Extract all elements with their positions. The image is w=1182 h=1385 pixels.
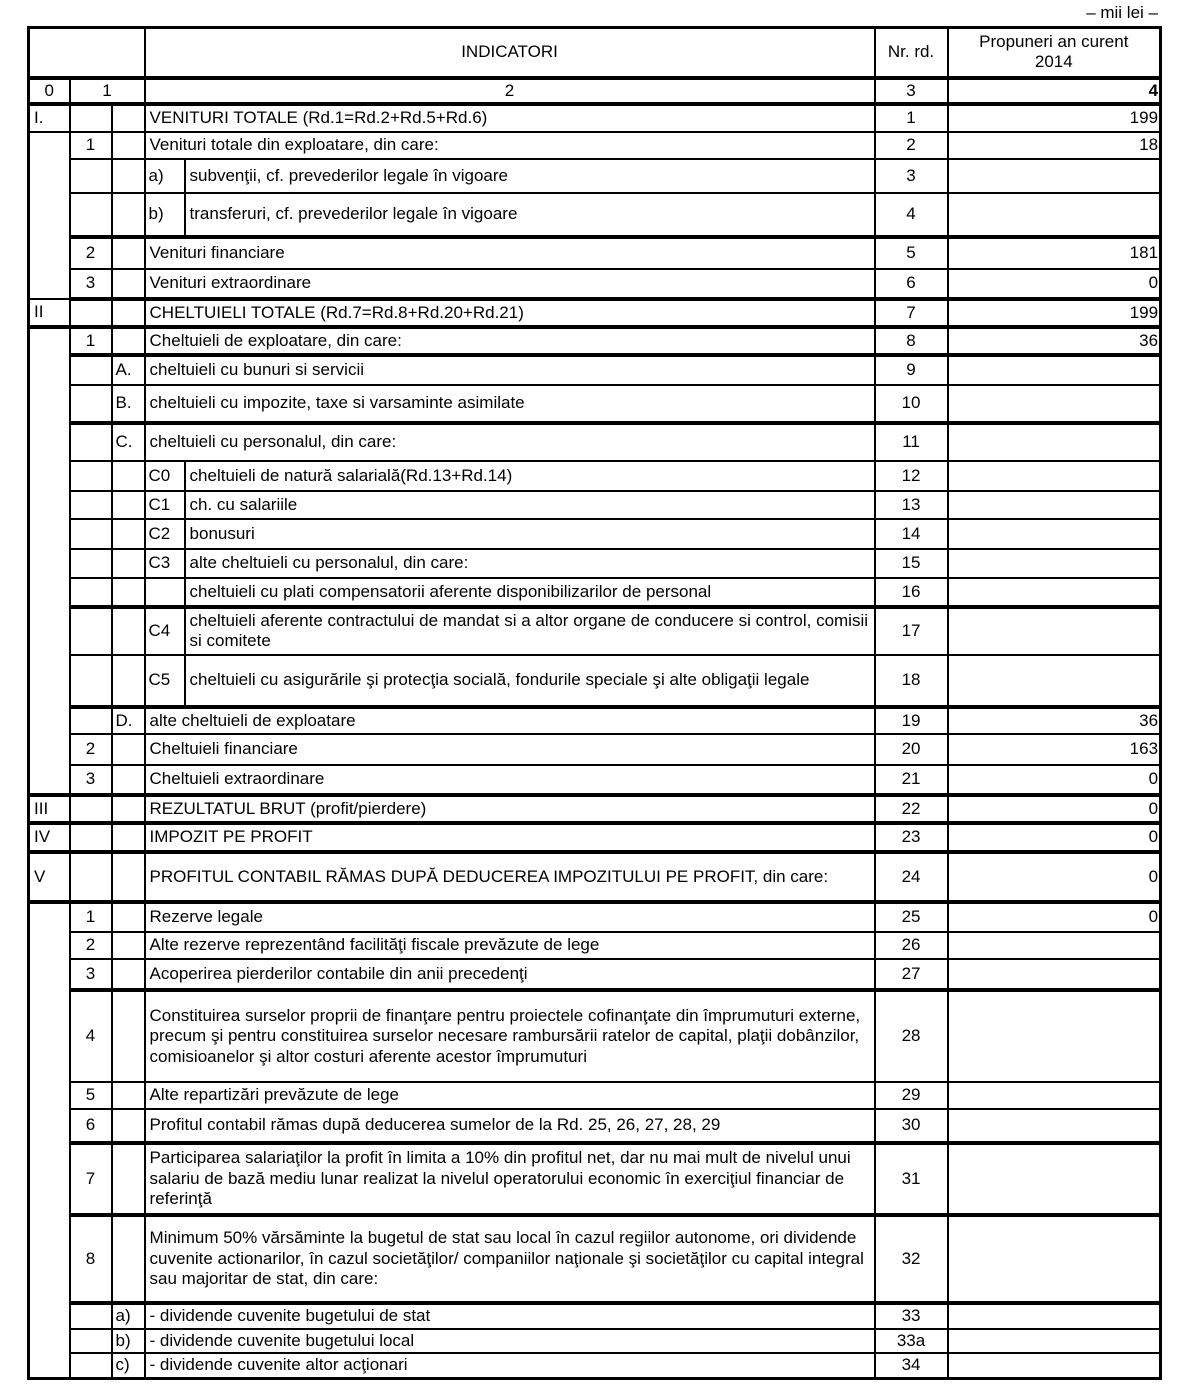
cell-row-number: 24: [875, 852, 948, 902]
cell-sub-label: [145, 578, 185, 607]
cell-row-number: 7: [875, 299, 948, 327]
table-row: [29, 1082, 1161, 1109]
table-row: [29, 193, 1161, 237]
numbering-col-2: 2: [145, 78, 875, 104]
table-row: [29, 1109, 1161, 1143]
cell-indicator-text: subvenţii, cf. prevederilor legale în vigoare: [185, 159, 875, 193]
cell-indicator-text: - dividende cuvenite bugetului de stat: [145, 1303, 875, 1329]
cell-number: [70, 578, 112, 607]
cell-row-number: 17: [875, 607, 948, 655]
cell-number: 2: [70, 734, 112, 765]
cell-letter: [112, 607, 145, 655]
table-row: [29, 237, 1161, 269]
cell-row-number: 26: [875, 932, 948, 959]
cell-letter: c): [112, 1353, 145, 1378]
cell-value: [948, 655, 1161, 707]
cell-letter: [112, 823, 145, 852]
cell-letter: [112, 299, 145, 327]
cell-row-number: 13: [875, 491, 948, 519]
budget-table-body: [29, 104, 1161, 1378]
cell-value: [948, 385, 1161, 423]
proposals-header-line2: 2014: [1034, 52, 1073, 72]
cell-number: [70, 707, 112, 734]
cell-letter: [112, 655, 145, 707]
cell-value: [948, 519, 1161, 549]
cell-number: [70, 423, 112, 461]
table-row: [29, 1143, 1161, 1215]
cell-letter: [112, 193, 145, 237]
cell-sub-label: a): [145, 159, 185, 193]
cell-indicator-text: ch. cu salariile: [185, 491, 875, 519]
table-row: [29, 707, 1161, 734]
table-row: [29, 1303, 1161, 1329]
cell-indicator-text: Cheltuieli extraordinare: [145, 765, 875, 795]
cell-value: 181: [948, 237, 1161, 269]
cell-sub-label: C2: [145, 519, 185, 549]
cell-letter: [112, 104, 145, 132]
cell-number: [70, 795, 112, 823]
cell-number: [70, 549, 112, 578]
cell-roman: [29, 327, 70, 795]
table-row: [29, 990, 1161, 1082]
cell-letter: [112, 237, 145, 269]
cell-indicator-text: Acoperirea pierderilor contabile din anii precedenţi: [145, 959, 875, 990]
corner-cell: [29, 28, 145, 78]
cell-value: [948, 491, 1161, 519]
cell-value: 0: [948, 852, 1161, 902]
table-row: [29, 902, 1161, 932]
cell-number: [70, 519, 112, 549]
cell-letter: [112, 902, 145, 932]
cell-value: [948, 461, 1161, 491]
cell-value: 0: [948, 765, 1161, 795]
cell-row-number: 25: [875, 902, 948, 932]
cell-sub-label: b): [145, 193, 185, 237]
indicators-header: INDICATORI: [145, 28, 875, 78]
table-row: [29, 1329, 1161, 1353]
cell-number: [70, 159, 112, 193]
cell-indicator-text: Alte repartizări prevăzute de lege: [145, 1082, 875, 1109]
cell-row-number: 11: [875, 423, 948, 461]
cell-indicator-text: Venituri financiare: [145, 237, 875, 269]
cell-row-number: 1: [875, 104, 948, 132]
cell-row-number: 20: [875, 734, 948, 765]
cell-value: [948, 1215, 1161, 1303]
numbering-col-1: 1: [70, 78, 145, 104]
numbering-col-3: 3: [875, 78, 948, 104]
cell-indicator-text: cheltuieli cu asigurările şi protecţia socială, fondurile speciale şi alte obligaţii legale: [185, 655, 875, 707]
cell-roman: III: [29, 795, 70, 823]
cell-number: 2: [70, 237, 112, 269]
cell-row-number: 15: [875, 549, 948, 578]
cell-value: [948, 1143, 1161, 1215]
cell-letter: [112, 1215, 145, 1303]
unit-note: – mii lei –: [1086, 3, 1158, 22]
table-row: [29, 932, 1161, 959]
cell-row-number: 10: [875, 385, 948, 423]
cell-value: 199: [948, 104, 1161, 132]
cell-indicator-text: Alte rezerve reprezentând facilităţi fiscale prevăzute de lege: [145, 932, 875, 959]
row-number-header: Nr. rd.: [875, 28, 948, 78]
cell-number: 3: [70, 765, 112, 795]
cell-row-number: 33a: [875, 1329, 948, 1353]
cell-indicator-text: IMPOZIT PE PROFIT: [145, 823, 875, 852]
cell-roman: [29, 902, 70, 1378]
numbering-row: [29, 78, 1161, 104]
table-row: [29, 519, 1161, 549]
cell-indicator-text: CHELTUIELI TOTALE (Rd.7=Rd.8+Rd.20+Rd.21): [145, 299, 875, 327]
cell-number: [70, 491, 112, 519]
cell-value: [948, 549, 1161, 578]
cell-row-number: 9: [875, 355, 948, 385]
budget-table: [27, 26, 1162, 1380]
cell-indicator-text: Rezerve legale: [145, 902, 875, 932]
numbering-col-0: 0: [29, 78, 70, 104]
cell-value: 18: [948, 132, 1161, 159]
table-row: [29, 1215, 1161, 1303]
cell-indicator-text: REZULTATUL BRUT (profit/pierdere): [145, 795, 875, 823]
cell-roman: IV: [29, 823, 70, 852]
cell-value: [948, 1082, 1161, 1109]
cell-indicator-text: transferuri, cf. prevederilor legale în vigoare: [185, 193, 875, 237]
cell-number: [70, 607, 112, 655]
table-row: [29, 655, 1161, 707]
cell-indicator-text: alte cheltuieli de exploatare: [145, 707, 875, 734]
numbering-col-4: 4: [948, 78, 1161, 104]
cell-row-number: 5: [875, 237, 948, 269]
table-row: [29, 355, 1161, 385]
cell-letter: [112, 1143, 145, 1215]
cell-roman: [29, 132, 70, 299]
cell-value: [948, 1329, 1161, 1353]
cell-letter: A.: [112, 355, 145, 385]
cell-number: 7: [70, 1143, 112, 1215]
table-row: [29, 765, 1161, 795]
cell-row-number: 2: [875, 132, 948, 159]
table-row: [29, 1353, 1161, 1378]
cell-row-number: 8: [875, 327, 948, 355]
cell-number: 2: [70, 932, 112, 959]
cell-row-number: 29: [875, 1082, 948, 1109]
cell-sub-label: C3: [145, 549, 185, 578]
cell-indicator-text: - dividende cuvenite altor acţionari: [145, 1353, 875, 1378]
cell-number: 6: [70, 1109, 112, 1143]
cell-letter: [112, 491, 145, 519]
cell-number: [70, 1353, 112, 1378]
cell-value: [948, 959, 1161, 990]
cell-value: 199: [948, 299, 1161, 327]
cell-number: [70, 1303, 112, 1329]
table-row: [29, 159, 1161, 193]
cell-value: 0: [948, 823, 1161, 852]
cell-indicator-text: Venituri extraordinare: [145, 269, 875, 299]
cell-value: [948, 159, 1161, 193]
cell-number: [70, 823, 112, 852]
table-row: [29, 734, 1161, 765]
cell-indicator-text: VENITURI TOTALE (Rd.1=Rd.2+Rd.5+Rd.6): [145, 104, 875, 132]
cell-row-number: 27: [875, 959, 948, 990]
cell-sub-label: C5: [145, 655, 185, 707]
cell-row-number: 3: [875, 159, 948, 193]
table-row: [29, 852, 1161, 902]
cell-letter: [112, 269, 145, 299]
cell-value: [948, 1109, 1161, 1143]
proposals-header: [948, 28, 1161, 78]
cell-letter: [112, 734, 145, 765]
cell-row-number: 18: [875, 655, 948, 707]
cell-value: [948, 932, 1161, 959]
table-row: [29, 299, 1161, 327]
table-row: [29, 104, 1161, 132]
cell-indicator-text: PROFITUL CONTABIL RĂMAS DUPĂ DEDUCEREA IMPOZITULUI PE PROFIT, din care:: [145, 852, 875, 902]
cell-number: 4: [70, 990, 112, 1082]
cell-number: [70, 655, 112, 707]
table-row: [29, 578, 1161, 607]
cell-roman: II: [29, 299, 70, 327]
cell-sub-label: C0: [145, 461, 185, 491]
cell-row-number: 16: [875, 578, 948, 607]
cell-letter: [112, 519, 145, 549]
cell-row-number: 33: [875, 1303, 948, 1329]
table-row: [29, 385, 1161, 423]
cell-indicator-text: cheltuieli cu bunuri si servicii: [145, 355, 875, 385]
cell-row-number: 4: [875, 193, 948, 237]
cell-indicator-text: Venituri totale din exploatare, din care:: [145, 132, 875, 159]
cell-row-number: 22: [875, 795, 948, 823]
table-row: [29, 327, 1161, 355]
cell-number: 5: [70, 1082, 112, 1109]
table-row: [29, 607, 1161, 655]
cell-number: [70, 852, 112, 902]
cell-roman: V: [29, 852, 70, 902]
cell-indicator-text: bonusuri: [185, 519, 875, 549]
cell-row-number: 28: [875, 990, 948, 1082]
cell-letter: [112, 578, 145, 607]
cell-number: [70, 193, 112, 237]
cell-number: [70, 104, 112, 132]
cell-letter: [112, 852, 145, 902]
cell-number: 1: [70, 327, 112, 355]
cell-letter: [112, 132, 145, 159]
cell-letter: [112, 1082, 145, 1109]
cell-number: 1: [70, 902, 112, 932]
table-row: [29, 423, 1161, 461]
cell-value: [948, 423, 1161, 461]
cell-value: [948, 193, 1161, 237]
cell-letter: [112, 159, 145, 193]
cell-number: 3: [70, 959, 112, 990]
cell-indicator-text: - dividende cuvenite bugetului local: [145, 1329, 875, 1353]
table-row: [29, 549, 1161, 578]
cell-value: [948, 990, 1161, 1082]
cell-value: [948, 1353, 1161, 1378]
table-row: [29, 795, 1161, 823]
cell-row-number: 23: [875, 823, 948, 852]
cell-number: [70, 385, 112, 423]
cell-letter: C.: [112, 423, 145, 461]
cell-number: 1: [70, 132, 112, 159]
cell-value: 0: [948, 902, 1161, 932]
cell-value: [948, 355, 1161, 385]
cell-letter: [112, 959, 145, 990]
cell-indicator-text: cheltuieli cu personalul, din care:: [145, 423, 875, 461]
table-row: [29, 491, 1161, 519]
table-row: [29, 959, 1161, 990]
cell-number: 3: [70, 269, 112, 299]
cell-letter: B.: [112, 385, 145, 423]
cell-sub-label: C4: [145, 607, 185, 655]
cell-letter: [112, 327, 145, 355]
cell-value: 36: [948, 707, 1161, 734]
cell-indicator-text: Participarea salariaţilor la profit în limita a 10% din profitul net, dar nu mai mult de nivelul unui salariu de bază mediu lunar realizat la nivelul operatorului economic în exerciţiul financiar de referinţă: [145, 1143, 875, 1215]
cell-row-number: 21: [875, 765, 948, 795]
cell-letter: [112, 1109, 145, 1143]
cell-number: [70, 355, 112, 385]
cell-row-number: 32: [875, 1215, 948, 1303]
cell-number: [70, 461, 112, 491]
cell-letter: [112, 765, 145, 795]
cell-value: 36: [948, 327, 1161, 355]
cell-indicator-text: Constituirea surselor proprii de finanţare pentru proiectele cofinanţate din împrumuturi externe, precum şi pentru constituirea surselor necesare rambursării ratelor de capital, plaţii dobânzilor, comisioanelor şi altor costuri aferente acestor împrumuturi: [145, 990, 875, 1082]
cell-number: 8: [70, 1215, 112, 1303]
cell-indicator-text: Minimum 50% vărsăminte la bugetul de stat sau local în cazul regiilor autonome, ori dividende cuvenite actionarilor, în cazul societăţilor/ companiilor naţionale şi societăţilor cu capital integral sau majoritar de stat, din care:: [145, 1215, 875, 1303]
cell-indicator-text: cheltuieli de natură salarială(Rd.13+Rd.14): [185, 461, 875, 491]
cell-letter: [112, 932, 145, 959]
cell-number: [70, 299, 112, 327]
proposals-header-line1: Propuneri an curent: [979, 31, 1129, 51]
table-row: [29, 823, 1161, 852]
table-row: [29, 461, 1161, 491]
cell-row-number: 30: [875, 1109, 948, 1143]
cell-row-number: 12: [875, 461, 948, 491]
cell-value: 163: [948, 734, 1161, 765]
cell-letter: b): [112, 1329, 145, 1353]
cell-letter: [112, 795, 145, 823]
cell-letter: [112, 549, 145, 578]
cell-row-number: 34: [875, 1353, 948, 1378]
cell-indicator-text: cheltuieli cu plati compensatorii aferente disponibilizarilor de personal: [185, 578, 875, 607]
cell-value: [948, 1303, 1161, 1329]
cell-sub-label: C1: [145, 491, 185, 519]
cell-value: 0: [948, 269, 1161, 299]
cell-value: [948, 607, 1161, 655]
cell-row-number: 19: [875, 707, 948, 734]
table-row: [29, 132, 1161, 159]
cell-indicator-text: cheltuieli cu impozite, taxe si varsaminte asimilate: [145, 385, 875, 423]
table-row: [29, 269, 1161, 299]
cell-number: [70, 1329, 112, 1353]
cell-letter: a): [112, 1303, 145, 1329]
cell-indicator-text: Cheltuieli financiare: [145, 734, 875, 765]
cell-indicator-text: Cheltuieli de exploatare, din care:: [145, 327, 875, 355]
cell-row-number: 31: [875, 1143, 948, 1215]
cell-indicator-text: cheltuieli aferente contractului de mandat si a altor organe de conducere si control, comisii si comitete: [185, 607, 875, 655]
cell-roman: I.: [29, 104, 70, 132]
cell-indicator-text: alte cheltuieli cu personalul, din care:: [185, 549, 875, 578]
cell-letter: D.: [112, 707, 145, 734]
cell-row-number: 14: [875, 519, 948, 549]
header-row: [29, 28, 1161, 78]
cell-letter: [112, 461, 145, 491]
cell-letter: [112, 990, 145, 1082]
cell-value: 0: [948, 795, 1161, 823]
cell-value: [948, 578, 1161, 607]
cell-indicator-text: Profitul contabil rămas după deducerea sumelor de la Rd. 25, 26, 27, 28, 29: [145, 1109, 875, 1143]
cell-row-number: 6: [875, 269, 948, 299]
